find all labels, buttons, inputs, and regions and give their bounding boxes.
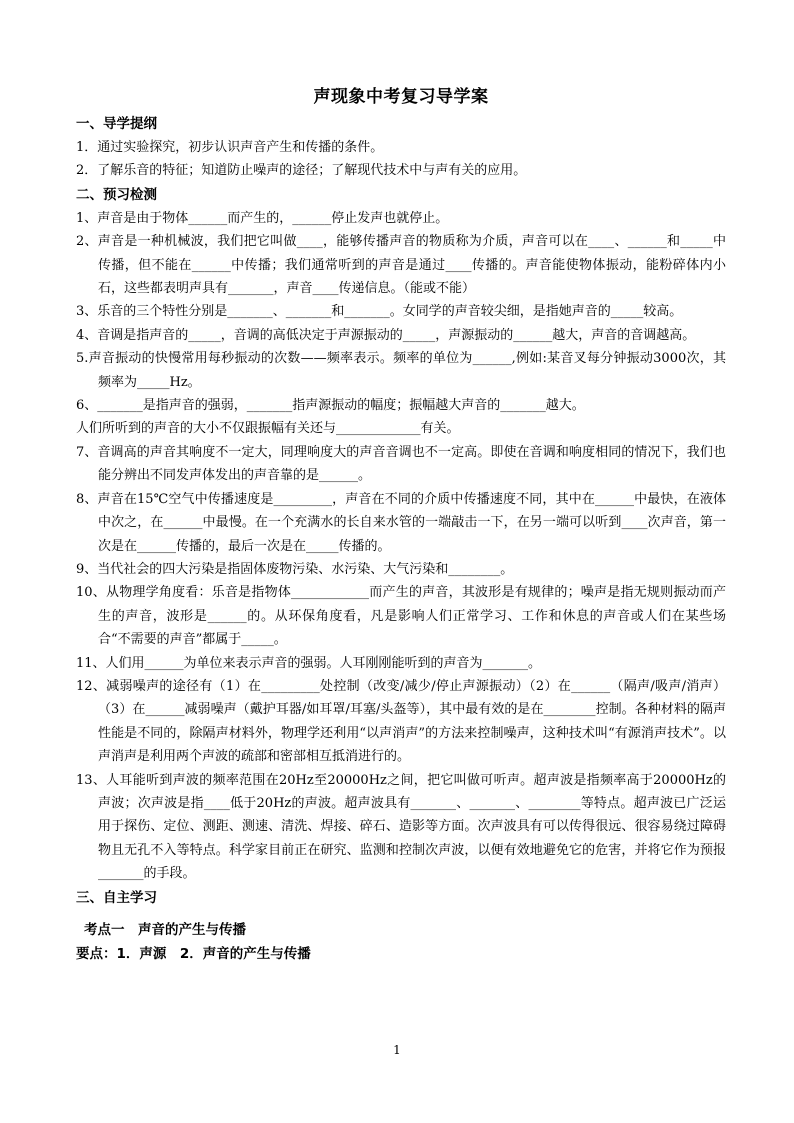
page-number: 1 xyxy=(393,1043,401,1057)
question-item: 4、音调是指声音的_____，音调的高低决定于声源振动的_____，声源振动的______越大，声音的音调越高。 xyxy=(76,327,696,343)
section-heading-preview: 二、预习检测 xyxy=(76,186,157,203)
question-item: 3、乐音的三个特性分别是_______、_______和_______。女同学的声音较尖细，是指她声音的_____较高。 xyxy=(76,304,683,320)
outline-item: 2．了解乐音的特征；知道防止噪声的途径；了解现代技术中与声有关的应用。 xyxy=(76,163,527,179)
section-heading-outline: 一、导学提纲 xyxy=(76,116,157,132)
question-item: 5.声音振动的快慢常用每秒振动的次数——频率表示。频率的单位为______,例如:某音叉每分钟振动3000次，其频率为_____Hz。 xyxy=(76,351,726,390)
question-note: 人们所听到的声音的大小不仅跟振幅有关还与_____________有关。 xyxy=(76,421,460,437)
question-item: 1、声音是由于物体______而产生的，______停止发声也就停止。 xyxy=(76,210,449,226)
question-item: 6、_______是指声音的强弱，_______指声源振动的幅度；振幅越大声音的_______越大。 xyxy=(76,398,585,414)
page xyxy=(76,84,726,966)
section-heading-self-study: 三、自主学习 xyxy=(76,889,157,906)
question-item: 13、人耳能听到声波的频率范围在20Hz至20000Hz之间，把它叫做可听声。超声波是指频率高于20000Hz的声波；次声波是指____低于20Hz的声波。超声波具有_______、_______、________等特点。超声波已广泛运用于探伤、定位、测距、测速、清洗、焊接、碎石、造影等方面。次声波具有可以传得很远、很容易绕过障碍物且无孔不入等特点。科学家目前正在研究、监测和控制次声波，以便有效地避免它的危害，并将它作为预报_______的手段。 xyxy=(76,772,726,882)
outline-item: 1．通过实验探究，初步认识声音产生和传播的条件。 xyxy=(76,140,384,155)
question-item: 2、声音是一种机械波，我们把它叫做____，能够传播声音的物质称为介质，声音可以在____、______和_____中传播，但不能在______中传播；我们通常听到的声音是通过____传播的。声音能使物体振动，能粉碎体内小石，这些都表明声具有_______，声音____传递信息。（能或不能） xyxy=(76,234,726,297)
page-title: 声现象中考复习导学案 xyxy=(313,87,489,107)
question-item: 9、当代社会的四大污染是指固体废物污染、水污染、大气污染和________。 xyxy=(76,561,514,577)
yaodian-line: 要点：1．声源 2．声音的产生与传播 xyxy=(76,945,311,962)
question-item: 10、从物理学角度看：乐音是指物体____________而产生的声音，其波形是有规律的；噪声是指无规则振动而产生的声音，波形是______的。从环保角度看，凡是影响人们正常学习、工作和休息的声音或人们在某些场合“不需要的声音”都属于_____。 xyxy=(76,585,726,648)
question-item: 11、人们用______为单位来表示声音的强弱。人耳刚刚能听到的声音为_______。 xyxy=(76,655,542,671)
question-item: 7、音调高的声音其响度不一定大，同理响度大的声音音调也不一定高。即使在音调和响度相同的情况下，我们也能分辨出不同发声体发出的声音靠的是______。 xyxy=(76,444,726,484)
kaodian-heading: 考点一 声音的产生与传播 xyxy=(84,921,246,938)
question-item: 12、减弱噪声的途径有（1）在_________处控制（改变/减少/停止声源振动）（2）在______（隔声/吸声/消声）（3）在______减弱噪声（戴护耳器/如耳罩/耳塞/头盔等），其中最有效的是在________控制。各种材料的隔声性能是不同的，除隔声材料外，物理学还利用“以声消声”的方法来控制噪声，这种技术叫“有源消声技术”。以声消声是利用两个声波的疏部和密部相互抵消进行的。 xyxy=(76,678,726,765)
question-item: 8、声音在15℃空气中传播速度是_________，声音在不同的介质中传播速度不同，其中在______中最快，在液体中次之，在______中最慢。在一个充满水的长自来水管的一端敲击一下，在另一端可以听到____次声音，第一次是在______传播的，最后一次是在_____传播的。 xyxy=(76,491,726,554)
